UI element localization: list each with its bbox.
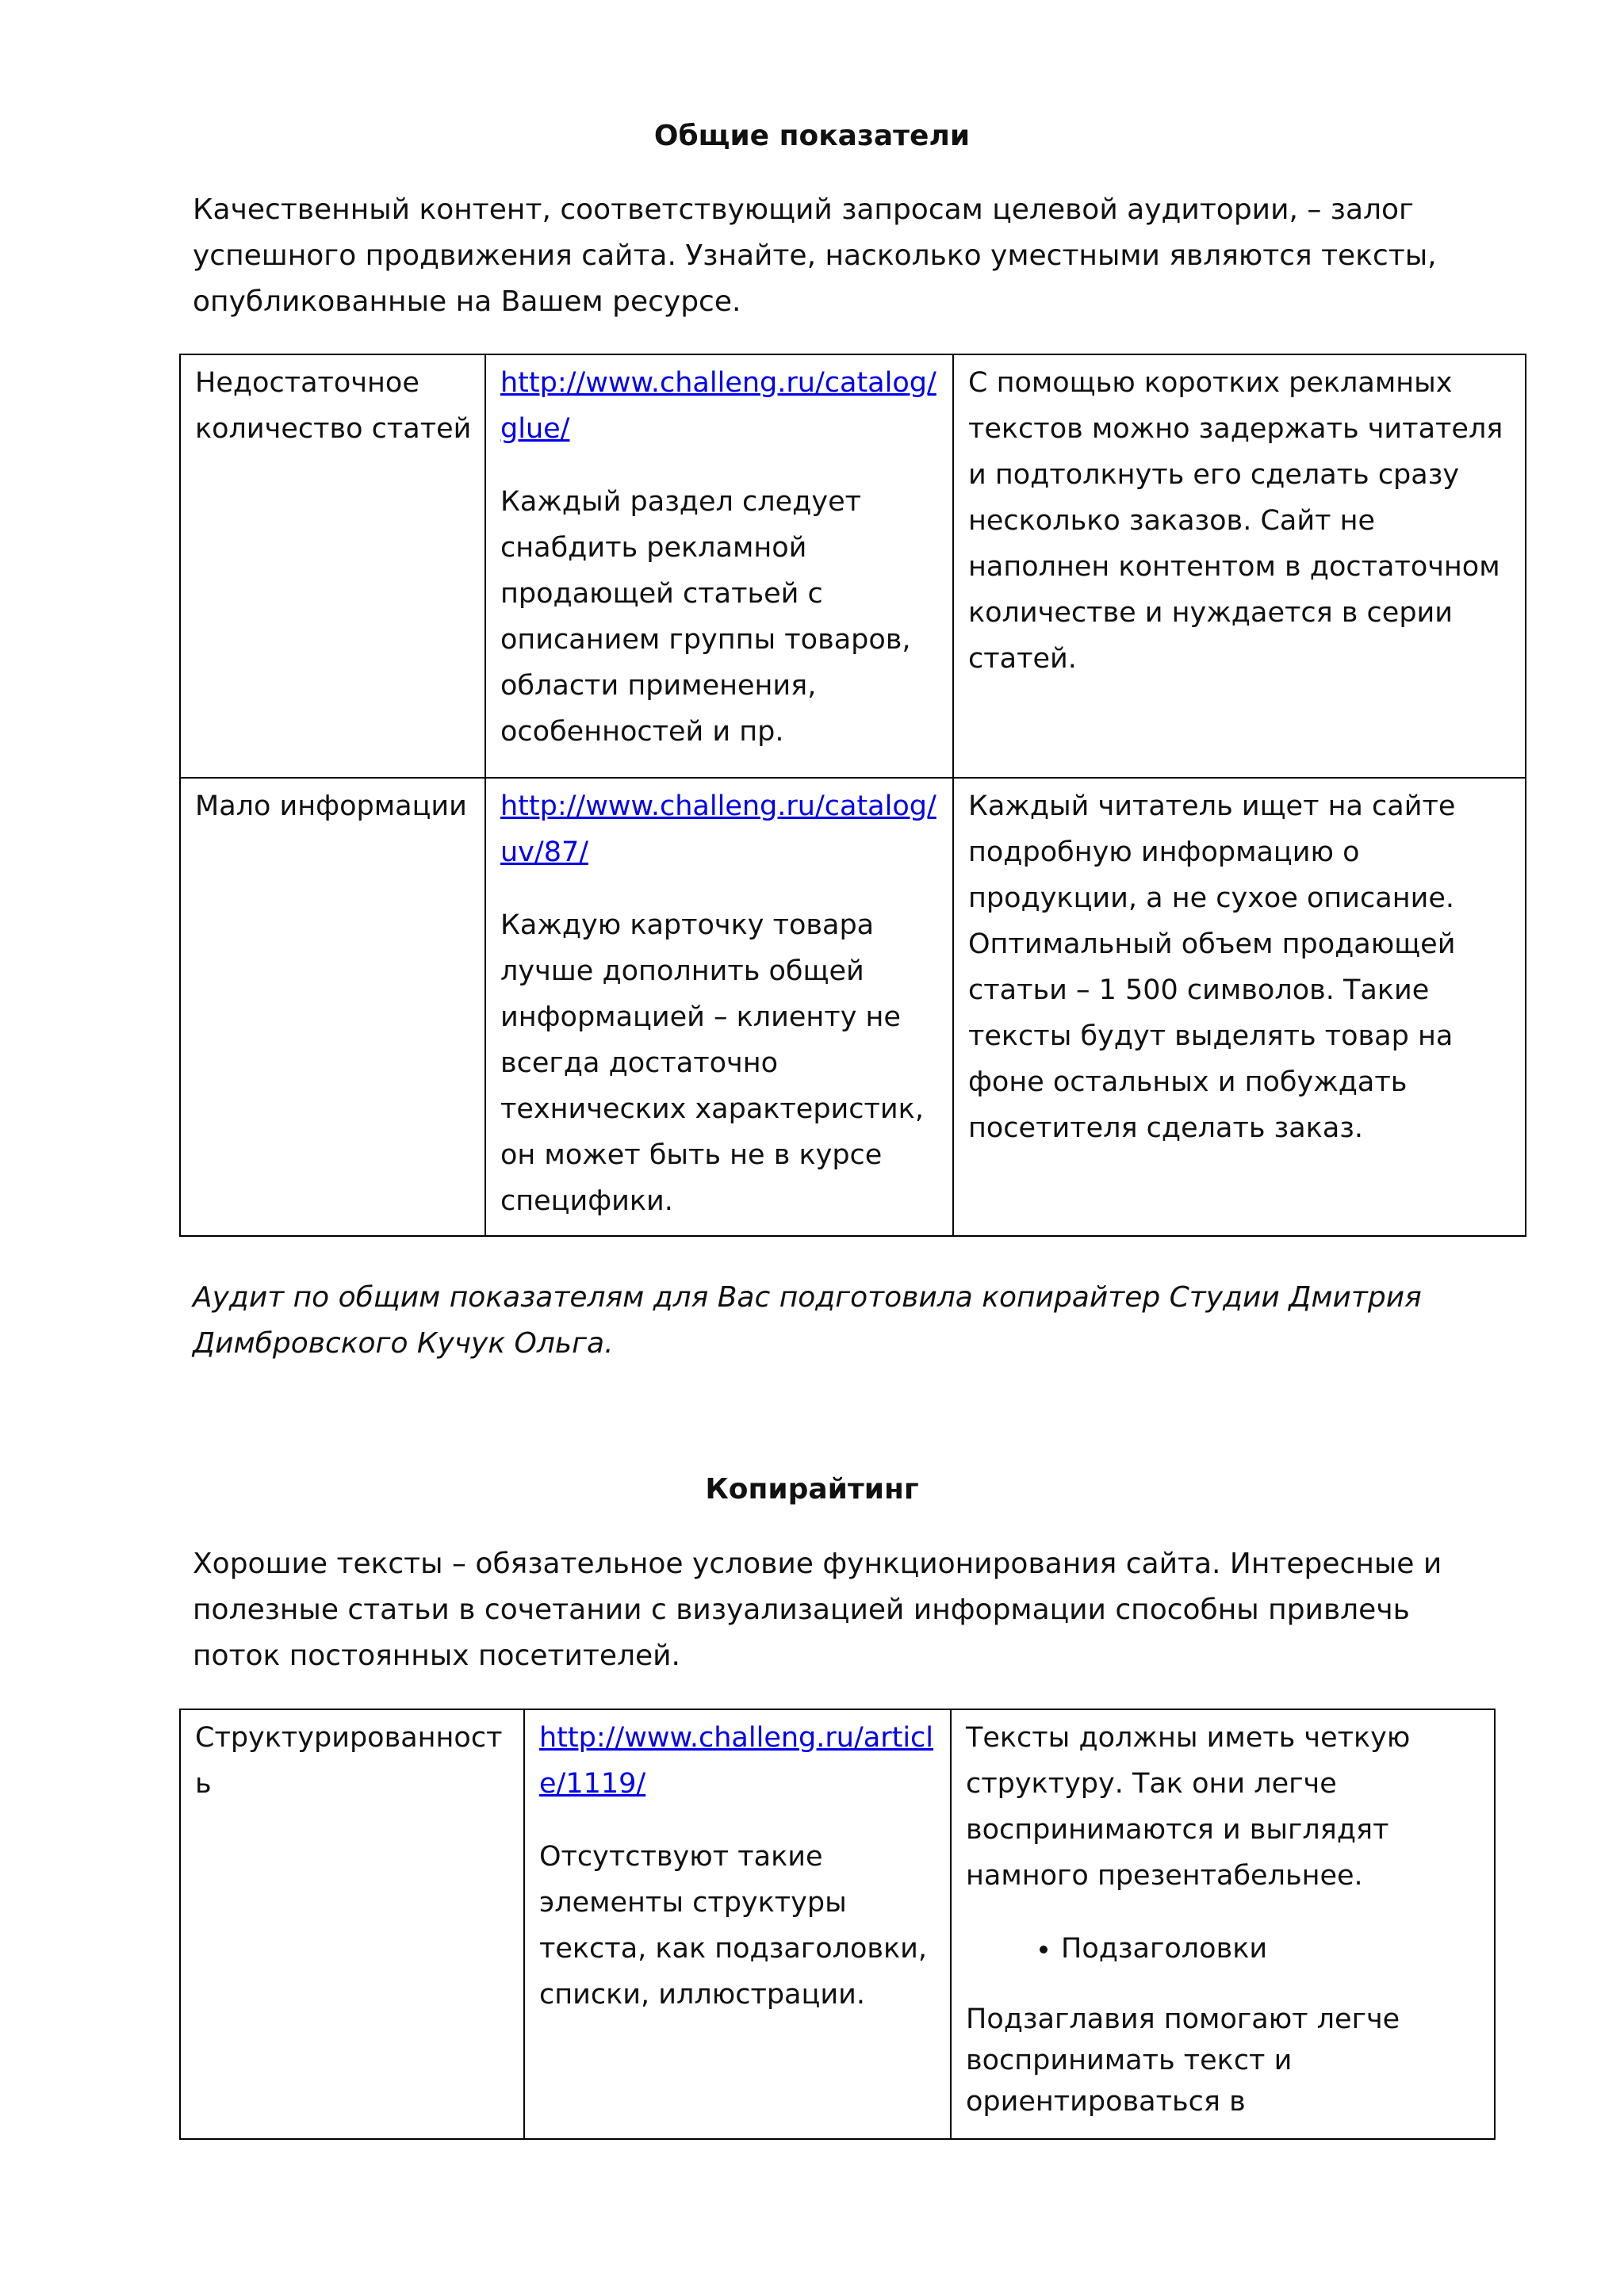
page-link[interactable]: http://www.challeng.ru/article/1119/ — [539, 1722, 934, 1800]
audit-signature: Аудит по общим показателям для Вас подготовила копирайтер Студии Дмитрия Димбровского Кучук Ольга. — [193, 1281, 1422, 1360]
section-intro-general: Качественный контент, соответствующий запросам целевой аудитории, – залог успешного продвижения сайта. Узнайте, насколько уместными являются тексты, опубликованные на Вашем ресурсе. — [193, 193, 1437, 318]
issue-text: Мало информации — [195, 790, 467, 822]
section-heading-general: Общие показатели — [653, 120, 971, 152]
copywriting-table — [179, 1709, 1496, 2140]
table-row — [180, 354, 1526, 778]
page-link[interactable]: http://www.challeng.ru/catalog/glue/ — [500, 367, 936, 445]
comment-cell — [951, 1709, 1495, 2139]
recommendation-cell — [485, 778, 953, 1236]
recommendation-text: Отсутствуют такие элементы структуры текста, как подзаголовки, списки, иллюстрации. — [539, 1841, 928, 2011]
recommendation-cell — [524, 1709, 951, 2139]
comment-text: С помощью коротких рекламных текстов можно задержать читателя и подтолкнуть его сделать сразу несколько заказов. Сайт не наполнен контентом в достаточном количестве и нуждается в серии статей. — [968, 367, 1503, 675]
comment-cell — [953, 778, 1526, 1236]
recommendation-cell — [485, 354, 953, 778]
list-item: • Подзаголовки — [1061, 1926, 1481, 1972]
section-intro-copywriting: Хорошие тексты – обязательное условие функционирования сайта. Интересные и полезные статьи в сочетании с визуализацией информации способны привлечь поток постоянных посетителей. — [193, 1548, 1442, 1672]
issue-cell — [180, 778, 485, 1236]
page-link[interactable]: http://www.challeng.ru/catalog/uv/87/ — [500, 790, 936, 868]
table-row — [180, 778, 1526, 1236]
comment-text: Каждый читатель ищет на сайте подробную информацию о продукции, а не сухое описание. Оптимальный объем продающей статьи – 1 500 символов. Такие тексты будут выделять товар на фоне остальных и побуждать посетителя сделать заказ. — [968, 790, 1456, 1144]
comment-cell — [953, 354, 1526, 778]
general-indicators-table — [179, 354, 1526, 1237]
recommendation-text: Каждый раздел следует снабдить рекламной продающей статьей с описанием группы товаров, области применения, особенностей и пр. — [500, 486, 911, 748]
issue-text: Структурированность — [195, 1722, 503, 1800]
comment-continued-text: Подзаглавия помогают легче воспринимать текст и ориентироваться в — [966, 2003, 1400, 2118]
table-row — [180, 1709, 1495, 2139]
recommendation-text: Каждую карточку товара лучше дополнить общей информацией – клиенту не всегда достаточно технических характеристик, он может быть не в курсе специфики. — [500, 909, 924, 1217]
issue-cell — [180, 354, 485, 778]
issue-cell — [180, 1709, 524, 2139]
bullet-list — [966, 1926, 1481, 1972]
issue-text: Недостаточное количество статей — [195, 367, 472, 445]
comment-text: Тексты должны иметь четкую структуру. Так они легче воспринимаются и выглядят намного презентабельнее. — [966, 1722, 1411, 1892]
section-heading-copywriting: Копирайтинг — [705, 1473, 919, 1506]
